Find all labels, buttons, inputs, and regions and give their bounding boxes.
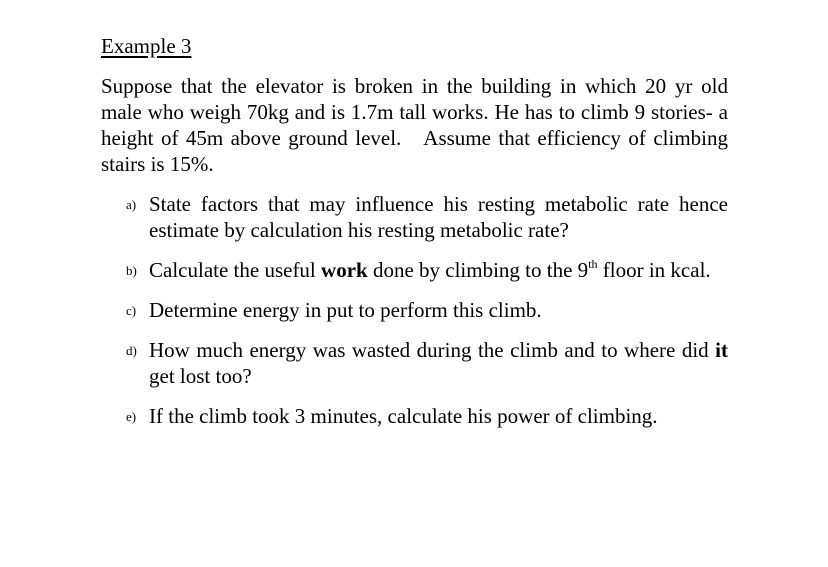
question-b-text-mid: done by climbing to the 9 [367,258,589,282]
question-b-text-before: Calculate the useful [149,258,322,282]
question-d-marker: d) [126,343,137,358]
question-b-bold-term: work [321,258,368,282]
question-e-marker: e) [126,409,137,424]
problem-statement [101,73,728,177]
question-a-marker: a) [126,197,137,212]
question-c [101,297,728,323]
question-b-superscript: th [588,257,598,271]
question-c-marker: c) [126,303,137,318]
problem-statement-part1: Suppose that the elevator is broken in the building in which 20 yr old male who weigh 70kg and is 1.7m tall works. He has to climb 9 stories- a height of 45m above ground level. [101,74,728,150]
question-b-marker: b) [126,263,137,278]
question-list [101,191,728,429]
question-c-text: Determine energy in put to perform this climb. [149,298,542,322]
example-title: Example 3 [101,34,192,58]
question-b-text-after: floor in kcal. [597,258,711,282]
question-d-text-before: How much energy was wasted during the climb and to where did [149,338,716,362]
question-b [101,257,728,283]
question-d-bold-term: it [715,338,728,362]
document-page [101,33,728,443]
question-e [101,403,728,429]
question-a [101,191,728,243]
question-a-text: State factors that may influence his resting metabolic rate hence estimate by calculation his resting metabolic rate? [149,192,728,242]
question-e-text: If the climb took 3 minutes, calculate his power of climbing. [149,404,658,428]
question-d-text-after: get lost too? [149,364,252,388]
question-d [101,337,728,389]
problem-statement-part2: Assume that efficiency of climbing stairs is 15%. [101,126,728,176]
